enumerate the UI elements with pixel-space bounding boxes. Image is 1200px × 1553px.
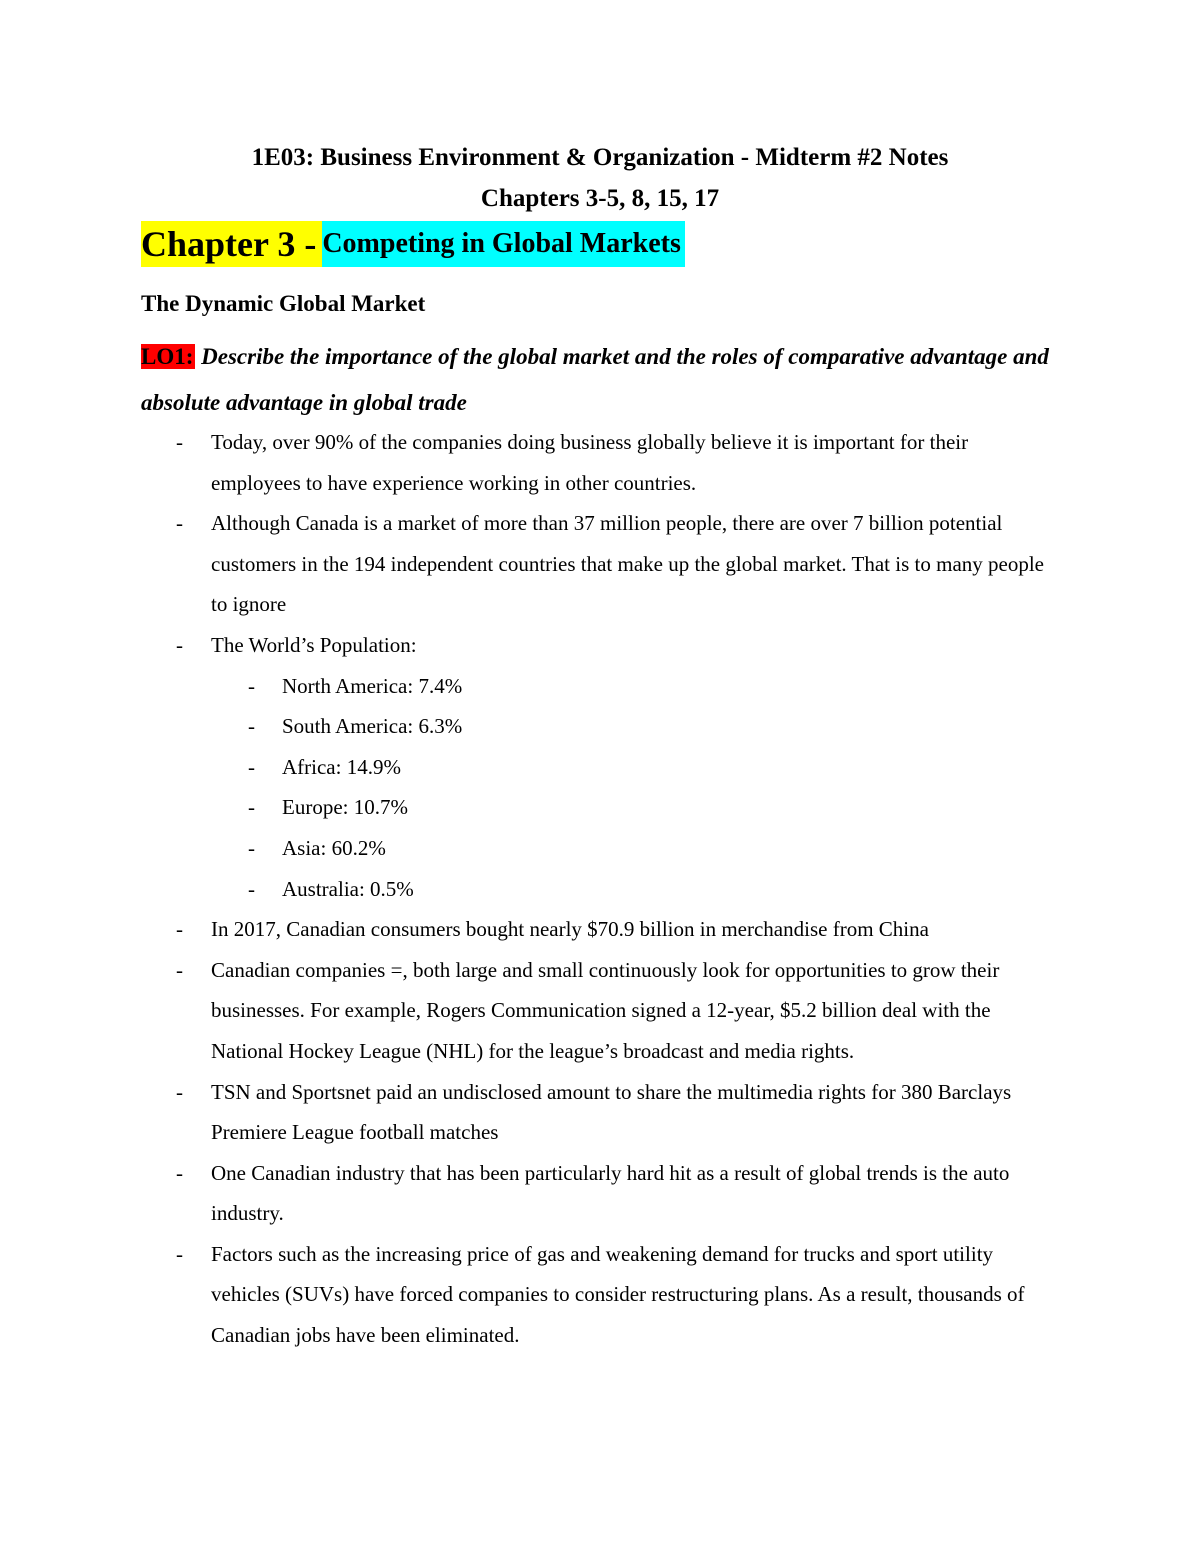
learning-objective-text: Describe the importance of the global market and the roles of comparative advantage and absolute advantage in global trade (141, 344, 1049, 415)
bullet-dash-icon: - (248, 795, 255, 820)
list-item-text: Factors such as the increasing price of gas and weakening demand for trucks and sport utility vehicles (SUVs) have forced companies to consider restructuring plans. As a result, thousands of Canadian jobs have been eliminated. (211, 1241, 1025, 1348)
list-item (0, 950, 1061, 1072)
bullet-dash-icon: - (176, 917, 183, 942)
chapter-label: Chapter 3 - (141, 221, 322, 267)
list-item (0, 1072, 1061, 1153)
sub-list-item (0, 787, 1061, 828)
list-item-text: Asia: 60.2% (282, 835, 386, 860)
sub-list-item (0, 706, 1061, 747)
chapter-title: Competing in Global Markets (322, 221, 685, 267)
list-item-text: TSN and Sportsnet paid an undisclosed amount to share the multimedia rights for 380 Barclays Premiere League football matches (211, 1079, 1012, 1145)
list-item (0, 1234, 1061, 1356)
bullet-dash-icon: - (176, 632, 183, 657)
bullet-dash-icon: - (248, 673, 255, 698)
chapter-heading (141, 221, 685, 267)
list-item-text: Africa: 14.9% (282, 754, 401, 779)
sub-list-item (0, 869, 1061, 910)
sub-list-item (0, 747, 1061, 788)
sub-list-item (0, 666, 1061, 707)
bullet-dash-icon: - (176, 430, 183, 454)
list-item-text: North America: 7.4% (282, 673, 463, 698)
list-item-text: South America: 6.3% (282, 714, 463, 739)
bullet-list (0, 422, 1200, 1356)
bullet-dash-icon: - (248, 714, 255, 739)
learning-objective (141, 334, 1071, 426)
list-item (0, 625, 1061, 666)
list-item-text: Australia: 0.5% (282, 876, 414, 901)
list-item-text: In 2017, Canadian consumers bought nearly $70.9 billion in merchandise from China (211, 917, 929, 942)
bullet-dash-icon: - (176, 1241, 183, 1266)
list-item-text: Europe: 10.7% (282, 795, 408, 820)
bullet-dash-icon: - (176, 1160, 183, 1185)
section-heading: The Dynamic Global Market (141, 291, 426, 316)
bullet-dash-icon: - (176, 957, 183, 982)
list-item-text: Today, over 90% of the companies doing business globally believe it is important for their employees to have experience working in other countries. (211, 430, 969, 495)
list-item-text: Canadian companies =, both large and small continuously look for opportunities to grow their businesses. For example, Rogers Communication signed a 12-year, $5.2 billion deal with the National Hockey League (NHL) for the league’s broadcast and media rights. (211, 957, 1000, 1063)
document-title: 1E03: Business Environment & Organization - Midterm #2 Notes (251, 144, 949, 171)
list-item-text: One Canadian industry that has been particularly hard hit as a result of global trends is the auto industry. (211, 1160, 1010, 1226)
sub-list-item (0, 828, 1061, 869)
bullet-dash-icon: - (248, 754, 255, 779)
bullet-dash-icon: - (176, 1079, 183, 1104)
bullet-dash-icon: - (248, 876, 255, 901)
bullet-dash-icon: - (176, 511, 183, 536)
list-item (0, 503, 1061, 625)
list-item (0, 1153, 1061, 1234)
list-item (0, 909, 1061, 950)
document-subtitle: Chapters 3-5, 8, 15, 17 (480, 185, 720, 212)
list-item-text: The World’s Population: (211, 632, 417, 657)
list-item-text: Although Canada is a market of more than 37 million people, there are over 7 billion potential customers in the 194 independent countries that make up the global market. That is to many people to ignore (211, 511, 1044, 617)
learning-objective-tag: LO1: (141, 344, 194, 369)
bullet-dash-icon: - (248, 835, 255, 860)
list-item (0, 422, 1061, 503)
